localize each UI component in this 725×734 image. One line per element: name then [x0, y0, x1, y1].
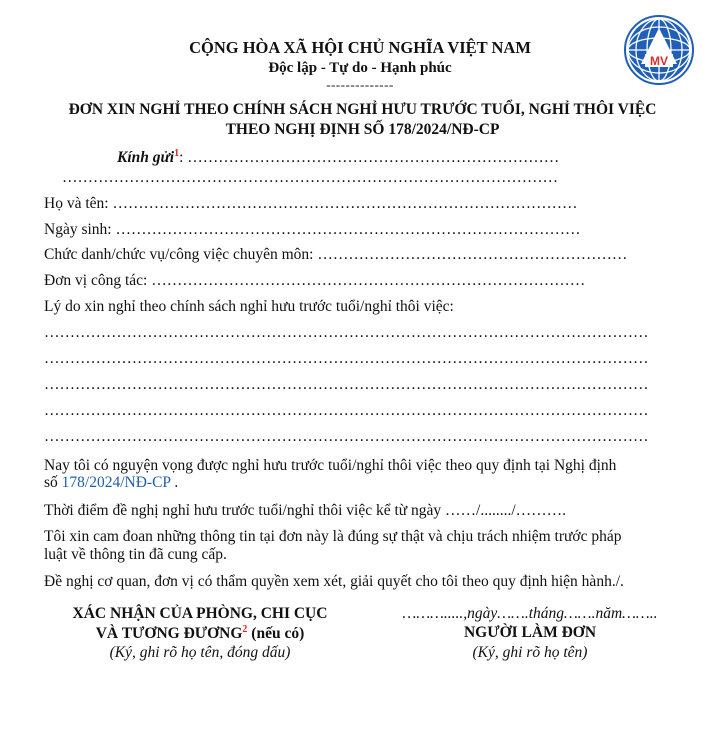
wish-prefix: số — [44, 474, 62, 491]
sign-date[interactable]: ……….....,ngày…….tháng…….năm…….. — [402, 605, 658, 622]
applicant-heading: NGƯỜI LÀM ĐƠN — [463, 624, 597, 641]
position-field[interactable]: Chức danh/chức vụ/công việc chuyên môn: …………………………………………………… — [44, 246, 628, 263]
time-line[interactable]: Thời điểm đề nghị nghỉ hưu trước tuổi/nghỉ thôi việc kể từ ngày ……/......../………. — [44, 502, 567, 519]
confirm-heading-line2 — [40, 624, 360, 643]
form-title-line1: ĐƠN XIN NGHỈ THEO CHÍNH SÁCH NGHỈ HƯU TRƯỚC TUỔI, NGHỈ THÔI VIỆC — [68, 101, 657, 118]
unit-field[interactable]: Đơn vị công tác: ………………………………………………………………………… — [44, 272, 586, 289]
wish-line1: Nay tôi có nguyện vọng được nghỉ hưu trước tuổi/nghỉ thôi việc theo quy định tại Nghị định — [44, 457, 617, 474]
footnote-marker: 1 — [174, 148, 180, 159]
confirm-heading-line1: XÁC NHẬN CỦA PHÒNG, CHI CỤC — [72, 605, 328, 622]
motto: Độc lập - Tự do - Hạnh phúc — [268, 60, 452, 76]
reason-dots-line[interactable]: ……………………………………………………………………………………………………… — [44, 376, 649, 393]
confirm-heading-text: VÀ TƯƠNG ĐƯƠNG — [95, 625, 243, 643]
commit-line1: Tôi xin cam đoan những thông tin tại đơn này là đúng sự thật và chịu trách nhiệm trước pháp — [44, 528, 622, 545]
name-field[interactable]: Họ và tên: ……………………………………………………………………………… — [44, 195, 578, 212]
reason-dots-line[interactable]: ……………………………………………………………………………………………………… — [44, 350, 649, 367]
svg-text:MV: MV — [650, 54, 668, 68]
footnote-marker-2: 2 — [242, 624, 248, 635]
reason-dots-line[interactable]: ……………………………………………………………………………………………………… — [44, 402, 649, 419]
recipient-label: Kính gửi — [117, 149, 175, 167]
applicant-note: (Ký, ghi rõ họ tên) — [472, 644, 588, 661]
reason-dots-line[interactable]: ……………………………………………………………………………………………………… — [44, 428, 649, 445]
form-title-line2: THEO NGHỊ ĐỊNH SỐ 178/2024/NĐ-CP — [225, 121, 500, 138]
confirm-optional: (nếu có) — [247, 625, 305, 643]
recipient-line — [117, 148, 677, 167]
header-divider: -------------- — [326, 77, 394, 92]
wish-line2 — [44, 474, 684, 492]
reason-label: Lý do xin nghỉ theo chính sách nghỉ hưu trước tuổi/nghỉ thôi việc: — [44, 298, 454, 315]
wish-suffix: . — [170, 474, 179, 491]
confirm-note: (Ký, ghi rõ họ tên, đóng dấu) — [109, 644, 291, 661]
request-line: Đề nghị cơ quan, đơn vị có thẩm quyền xem xét, giải quyết cho tôi theo quy định hiện hành./. — [44, 573, 624, 590]
mv-logo-icon — [623, 14, 695, 86]
recipient-dots[interactable]: : ……………………………………………………………… — [179, 149, 560, 167]
republic-heading: CỘNG HÒA XÃ HỘI CHỦ NGHĨA VIỆT NAM — [189, 38, 531, 57]
dob-field[interactable]: Ngày sinh: ……………………………………………………………………………… — [44, 221, 581, 238]
decree-link[interactable]: 178/2024/NĐ-CP — [61, 474, 171, 491]
commit-line2: luật về thông tin đã cung cấp. — [44, 546, 227, 563]
recipient-dots-line[interactable]: …………………………………………………………………………………… — [62, 169, 558, 186]
reason-dots-line[interactable]: ……………………………………………………………………………………………………… — [44, 324, 649, 341]
